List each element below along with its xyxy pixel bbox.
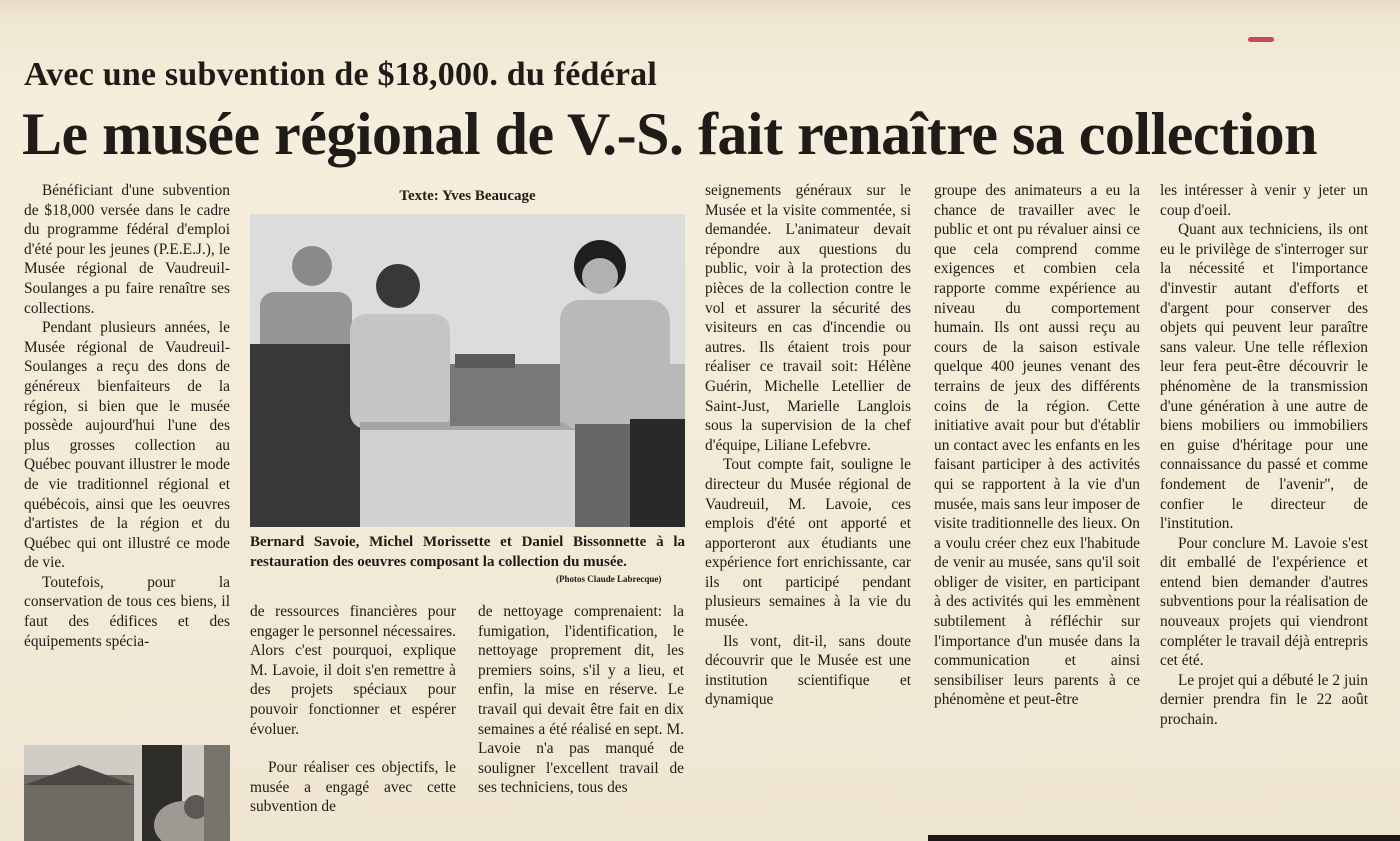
column-3 [478, 602, 684, 798]
red-ink-mark [1248, 37, 1274, 42]
column-6 [1160, 181, 1368, 730]
paragraph: Bénéficiant d'une subvention de $18,000 versée dans le cadre du programme fédéral d'emploi d'été pour les jeunes (P.E.E.J.), le Musée régional de Vaudreuil-Soulanges a pu faire renaître ses collections. [24, 182, 230, 317]
paragraph: Pour conclure M. Lavoie s'est dit emballé de l'expérience et entend bien demander d'autres subventions pour la réalisation de nouveaux projets qui viendront compléter le travail déjà entrepris cet été. [1160, 534, 1368, 670]
paragraph: Quant aux techniciens, ils ont eu le privilège de s'interroger sur la nécessité et l'importance d'investir autant d'efforts et d'argent pour conserver des objets qui peuvent leur paraître sans valeur. Une telle réflexion leur fera peut-être découvrir le phénomène de la transmission d'une génération à une autre de biens mobiliers ou immobiliers en guise d'héritage pour une connaissance du passé et comme fondement de l'avenir'', de confier le directeur de l'institution. [1160, 221, 1368, 533]
paragraph: de nettoyage comprenaient: la fumigation, l'identification, le nettoyage proprement dit, les premiers soins, s'il y a lieu, et enfin, la mise en réserve. Le travail qui devait être fait en dix semaines a été réalisé en sept. M. Lavoie n'a pas manqué de souligner l'excellent travail de ses techniciens, tous des [478, 603, 684, 797]
article-kicker: Avec une subvention de $18,000. du fédéral [24, 56, 658, 93]
main-photo [250, 214, 685, 527]
photo-scene [24, 745, 230, 841]
photo-restorers [250, 214, 685, 527]
next-article-border [928, 835, 1400, 841]
paragraph: Ils vont, dit-il, sans doute découvrir que le Musée est une institution scientifique et dynamique [705, 632, 911, 709]
photo-credit: (Photos Claude Labrecque) [556, 574, 662, 584]
column-4 [705, 181, 911, 710]
paragraph: Le projet qui a débuté le 2 juin dernier prendra fin le 22 août prochain. [1160, 671, 1368, 729]
paragraph: Pendant plusieurs années, le Musée régional de Vaudreuil-Soulanges a reçu des dons de généreux bienfaiteurs de la région, si bien que le musée possède aujourd'hui l'une des plus grosses collection au Québec pouvant illustrer le mode de vie traditionnel régional et québécois, ainsi que les oeuvres d'artistes de la région et du Québec qui ont illustré ce mode de vie. [24, 319, 230, 572]
paragraph: de ressources financières pour engager le personnel nécessaires. Alors c'est pourquoi, explique M. Lavoie, il doit s'en remettre à des projets spéciaux pour pouvoir fonctionner et espérer évoluer. [250, 603, 456, 738]
article-byline: Texte: Yves Beaucage [399, 188, 536, 204]
paragraph: les intéresser à venir y jeter un coup d'oeil. [1160, 182, 1368, 219]
paragraph: Tout compte fait, souligne le directeur du Musée régional de Vaudreuil, M. Lavoie, ces emplois d'été ont apporté et apporteront aux étudiants une expérience fort enrichissante, car ils ont participé pendant plusieurs semaines à la vie du musée. [705, 456, 911, 631]
column-1 [24, 181, 230, 651]
paragraph: groupe des animateurs a eu la chance de travailler avec le public et ont pu révaluer ainsi ce que cela comprend comme exigences et combien cela rapporte comme expérience au niveau du comportement humain. Ils ont aussi reçu au cours de la saison estivale quelque 400 jeunes venant des terrains de jeux des différents coins de la région. Cette initiative avait pour but d'établir un contact avec les enfants en les faisant participer à des activités qui se rapportent à la vie d'un musée, mais sans leur imposer de visite traditionnelle des lieux. On a voulu créer chez eux l'habitude de venir au musée, sans qu'il soit obliger de visiter, en participant à des activités qui les emmènent subtilement à réfléchir sur l'importance d'un musée dans la communication et ainsi sensibiliser leurs parents à ce phénomène et peut-être [934, 182, 1141, 709]
paragraph: seignements généraux sur le Musée et la visite commentée, si demandée. L'animateur devait répondre aux questions du public, voir à la protection des pièces de la collection contre le vol et assurer la sécurité des visiteurs en cas d'incendie ou autres. Ils étaient trois pour réaliser ce travail soit: Hélène Guérin, Michelle Letellier de Saint-Just, Marielle Langlois sous la supervision de la chef d'équipe, Liliane Lefebvre. [705, 182, 911, 454]
secondary-photo [24, 745, 230, 841]
photo-caption: Bernard Savoie, Michel Morissette et Daniel Bissonnette à la restauration des oeuvres composant la collection du musée. [250, 534, 685, 570]
paragraph: Pour réaliser ces objectifs, le musée a engagé avec cette subvention de [250, 759, 456, 816]
column-2 [250, 602, 456, 817]
column-5 [934, 181, 1140, 710]
article-headline: Le musée régional de V.-S. fait renaître sa collection [22, 101, 1318, 167]
paragraph: Toutefois, pour la conservation de tous ces biens, il faut des édifices et des équipements spécia- [24, 573, 230, 650]
page-top-shadow [0, 0, 1400, 18]
